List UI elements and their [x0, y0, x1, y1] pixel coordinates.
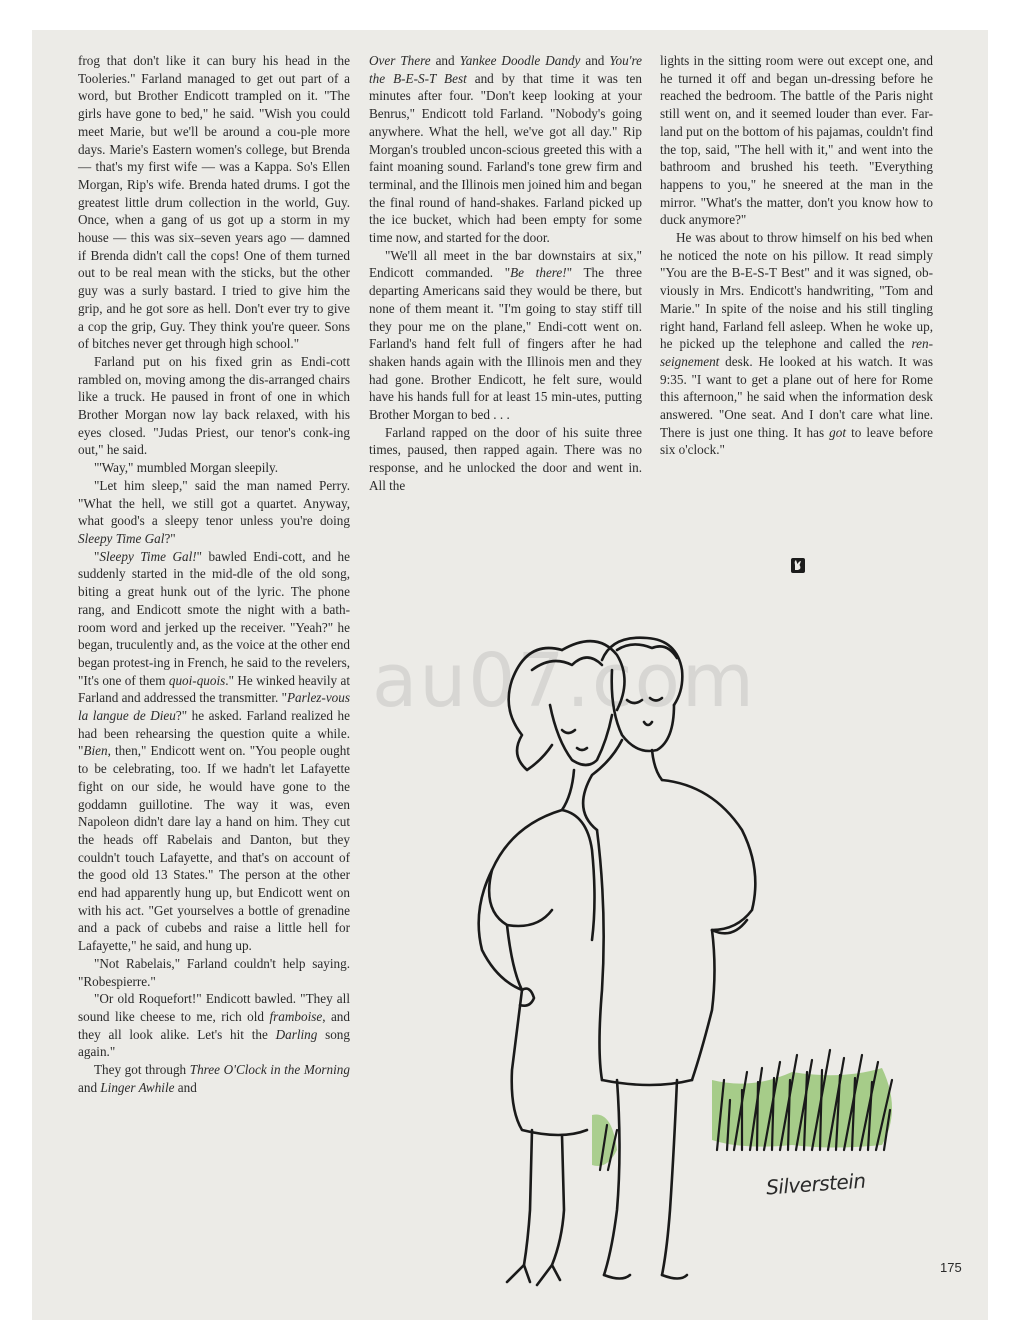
watermark-text: au07.com — [372, 638, 756, 724]
italic-text: got — [829, 424, 847, 440]
grass-tufts — [592, 1050, 892, 1170]
text-run: " — [94, 548, 100, 564]
paragraph — [660, 52, 933, 229]
text-run: "Or old Roquefort!" Endicott bawled. "They all sound like cheese to me, rich old — [78, 991, 350, 1024]
text-run: He was about to throw himself on his bed when he noticed the note on his pillow. It read simply "You are the B-E-S-T Best" and it was signed, ob-viously in Mrs. Endicott's handwriting, "Tom and Marie." In spite of the noise and his still tingling right hand, Farland fell asleep. When he woke up, he picked up the telephone and called the — [660, 230, 933, 352]
text-run: "Not Rabelais," Farland couldn't help saying. "Robespierre." — [78, 955, 350, 989]
italic-text: Darling — [275, 1026, 318, 1042]
text-run: ." He winked heavily at Farland and addressed the transmitter. " — [78, 672, 351, 706]
italic-text: Three O'Clock in the Morning — [189, 1062, 350, 1078]
magazine-page — [32, 30, 988, 1320]
text-column-right — [660, 52, 933, 459]
paragraph — [78, 990, 350, 1061]
text-column-middle — [369, 52, 642, 495]
text-run: "We'll all meet in the bar downstairs at six," Endicott commanded. " — [369, 247, 642, 281]
man-figure — [583, 638, 755, 1279]
paragraph — [78, 1061, 350, 1096]
italic-text: Over There — [369, 53, 431, 68]
text-run: and — [430, 53, 460, 68]
text-run: ?" he asked. Farland realized he had been rehearsing the question quite a while. " — [78, 708, 350, 759]
italic-text: framboise — [269, 1008, 323, 1024]
italic-text: Yankee Doodle Dandy — [459, 53, 581, 68]
text-run: and by that time it was ten minutes after four. "Don't keep looking at your Benrus," Endicott told Farland. "Nobody's going anywhere. What the hell, we've got all day." Rip Morgan's troubled uncon-scious greeted this with a faint moaning sound. Farland's tone grew firm and terminal, and the Illinois men joined him and began the final round of hand-shakes. Farland picked up the ice bucket, which had been empty for some time now, and started for the door. — [369, 70, 642, 246]
text-run: Farland put on his fixed grin as Endi-cott rambled on, moving among the dis-arranged chairs like a truck. He paused in front of one in which Brother Morgan now lay back relaxed, with his eyes closed. "Judas Priest, our tenor's conk-ing out," he said. — [78, 353, 350, 458]
page-number: 175 — [940, 1260, 962, 1275]
text-run: , and they all look alike. Let's hit the — [78, 1008, 350, 1042]
text-run: "'Way," mumbled Morgan sleepily. — [94, 460, 279, 476]
paragraph — [78, 353, 350, 459]
text-column-left — [78, 52, 350, 1096]
italic-text: Be there! — [510, 265, 567, 281]
paragraph — [78, 477, 350, 548]
paragraph — [78, 548, 350, 955]
text-run: Farland rapped on the door of his suite three times, paused, then rapped again. There was no response, and he unlocked the door and went in. All the — [369, 424, 642, 493]
text-run: They got through — [94, 1062, 190, 1078]
italic-text: Bien — [83, 743, 108, 759]
italic-text: Sleepy Time Gal — [78, 530, 165, 546]
paragraph — [78, 459, 350, 477]
text-run: song again." — [78, 1026, 350, 1060]
text-run: and — [580, 53, 610, 68]
text-run: ?" — [164, 530, 176, 546]
text-run: to leave before six o'clock." — [660, 424, 933, 458]
paragraph — [660, 229, 933, 459]
text-run: desk. He looked at his watch. It was 9:35. "I want to get a plane out of here for Rome this afternoon," he said when the information desk answered. "One seat. And I don't care what line. There is just one thing. It has — [660, 353, 933, 440]
paragraph — [78, 52, 350, 353]
text-run: " bawled Endi-cott, and he suddenly started in the mid-dle of the old song, biting a great hunk out of the lyric. The phone rang, and Endicott smote the night with a bath-room word and jerked up the receiver. "Yeah?" he began, truculently and, as the voice at the other end began protest-ing in French, he said to the revelers, "It's one of them — [78, 548, 350, 688]
italic-text: Linger Awhile — [100, 1079, 175, 1095]
italic-text: You're the B-E-S-T Best — [369, 53, 643, 86]
text-run: and — [78, 1079, 101, 1095]
paragraph — [369, 247, 642, 424]
text-run: "Let him sleep," said the man named Perry. "What the hell, we still got a quartet. Anyway, what good's a sleepy tenor unless you're doing — [78, 477, 350, 529]
text-run: frog that don't like it can bury his head in the Tooleries." Farland managed to get out part of a word, but Brother Endicott trampled on it. "The girls have gone to bed," he said. "Wish you could meet Marie, but we'll be around a cou-ple more days. Marie's Eastern women's college, but Brenda — that's my first wife — was a Kappa. So's Ellen Morgan, Rip's wife. Brenda hated drums. I got the greatest little drum collection in the world, Guy. Once, when a gang of us got up a storm in my house — this was six–seven years ago — damned if Brenda didn't call the cops! One of them turned out to be real mean with the sticks, but the other guy was a surly bastard. I tried to give him the grip, and he got sore as hell. Don't ever try to give a cop the grip, Guy. They think you're queer. Sons of bitches never get through high school." — [78, 53, 350, 352]
text-run: and — [174, 1079, 197, 1095]
italic-text: Sleepy Time Gal! — [99, 548, 197, 564]
italic-text: ren-seignement — [660, 336, 933, 369]
artist-signature: Silverstein — [765, 1168, 867, 1200]
italic-text: Parlez-vous la langue de Dieu — [78, 690, 350, 724]
text-run: " The three departing Americans said they would be there, but none of them meant it. "I'm going to stay stiff till they pour me on the plane," Endi-cott went on. Farland's hand felt full of fingers after he had shaken hands again with the Illinois men and they had gone. Brother Endicott, he felt sure, would have his hands full for at least 15 min-utes, putting Brother Morgan to bed . . . — [369, 265, 642, 423]
end-mark-bunny-icon — [791, 558, 805, 573]
text-run: lights in the sitting room were out except one, and he turned it off and began un-dressing before he reached the bedroom. The battle of the Paris night still went on, and it seemed louder than ever. Far-land put on the bottom of his pajamas, couldn't find the top, said, "The hell with it," and went into the bathroom and brushed his teeth. "Everything happens to you," he sneered at the man in the mirror. "What's the matter, don't you know how to duck anymore?" — [660, 53, 933, 228]
paragraph — [369, 424, 642, 495]
text-run: , then," Endicott went on. "You people ought to be celebrating, too. If we hadn't let Lafayette fight on our side, he would have gone to the goddamn guillotine. The way it was, even Napoleon didn't dare lay a hand on him. They cut the heads off Rabelais and Danton, but they couldn't touch Lafayette, and that's on account of the good old 13 States." The person at the other end had apparently hung up, but Endicott went on with his act. "Get yourselves a bottle of grenadine and a pack of cubebs and raise a little hell for Lafayette," he said, and hung up. — [78, 743, 350, 954]
paragraph — [78, 955, 350, 990]
paragraph — [369, 52, 642, 247]
italic-text: quoi-quois — [168, 672, 226, 688]
